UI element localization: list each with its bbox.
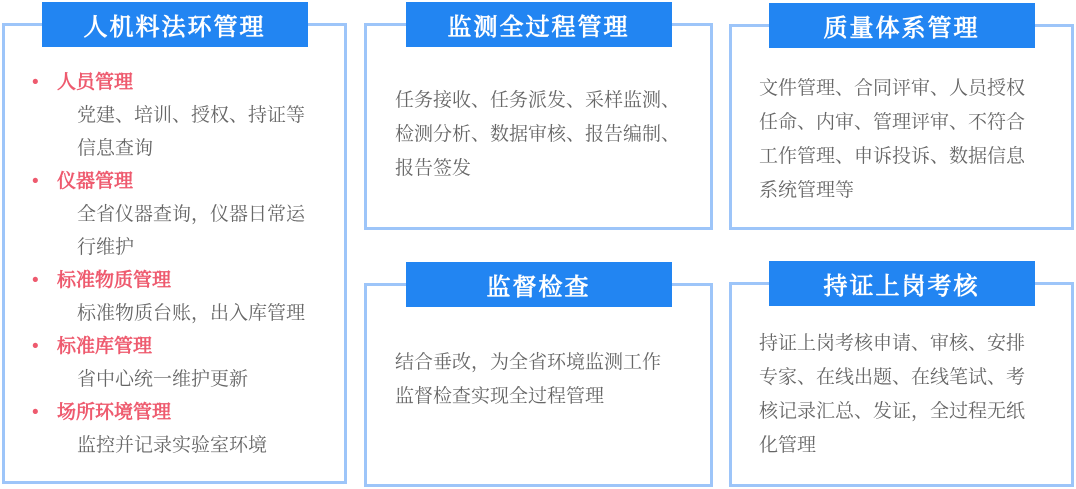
- item-desc: 监控并记录实验室环境: [77, 435, 268, 456]
- bullet-icon: •: [32, 402, 39, 423]
- card-title: 质量体系管理: [823, 15, 980, 42]
- card-title-banner: [406, 2, 672, 47]
- list-item-text: [57, 165, 309, 264]
- card-title-banner: [406, 262, 672, 307]
- card-title-banner: [769, 3, 1035, 48]
- card-monitoring-process: [364, 14, 713, 230]
- bullet-icon: •: [32, 72, 39, 93]
- feature-list: [5, 26, 344, 462]
- item-desc: 省中心统一维护更新: [77, 369, 249, 390]
- item-title: 标准库管理: [57, 336, 153, 357]
- list-item: [32, 396, 344, 462]
- card-supervision-inspection: [364, 274, 713, 487]
- item-title: 仪器管理: [57, 171, 134, 192]
- bullet-icon: •: [32, 171, 39, 192]
- bullet-icon: •: [32, 270, 39, 291]
- list-item-text: [57, 264, 309, 330]
- card-body: 结合垂改，为全省环境监测工作监督检查实现全过程管理: [395, 352, 662, 407]
- card-title-banner: [769, 261, 1035, 306]
- item-title: 标准物质管理: [57, 270, 172, 291]
- list-item: [32, 66, 344, 165]
- card-certification-assessment: [729, 273, 1074, 487]
- bullet-icon: •: [32, 336, 39, 357]
- item-desc: 标准物质台账，出入库管理: [77, 303, 306, 324]
- card-body: 任务接收、任务派发、采样监测、检测分析、数据审核、报告编制、报告签发: [395, 90, 681, 179]
- card-title: 人机料法环管理: [83, 14, 266, 41]
- card-quality-system: [729, 15, 1074, 230]
- card-body: 持证上岗考核申请、审核、安排专家、在线出题、在线笔试、考核记录汇总、发证，全过程无纸化管理: [759, 333, 1026, 456]
- list-item: [32, 165, 344, 264]
- card-title: 监测全过程管理: [447, 14, 630, 41]
- list-item-text: [57, 396, 309, 462]
- item-title: 场所环境管理: [57, 402, 172, 423]
- list-item-text: [57, 66, 309, 165]
- list-item-text: [57, 330, 309, 396]
- card-body: 文件管理、合同评审、人员授权任命、内审、管理评审、不符合工作管理、申诉投诉、数据信息系统管理等: [759, 78, 1026, 201]
- list-item: [32, 330, 344, 396]
- card-personnel-machine-material: [2, 14, 347, 484]
- item-title: 人员管理: [57, 72, 134, 93]
- card-title: 监督检查: [486, 274, 591, 301]
- card-title: 持证上岗考核: [823, 273, 980, 300]
- item-desc: 党建、培训、授权、持证等信息查询: [77, 105, 306, 159]
- card-title-banner: [42, 2, 308, 47]
- list-item: [32, 264, 344, 330]
- item-desc: 全省仪器查询，仪器日常运行维护: [77, 204, 306, 258]
